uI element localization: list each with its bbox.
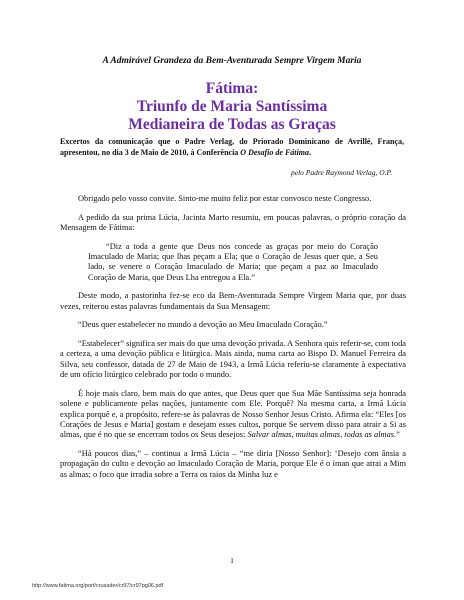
title-line-3: Medianeira de Todas as Graças: [128, 116, 336, 133]
running-header: A Admirável Grandeza da Bem-Aventurada Sempre Virgem Maria: [102, 56, 362, 66]
paragraph-5-text: É hoje mais claro, bem mais do que antes, que Deus quer que Sua Mãe Santíssima seja honrada solene e publicamente pelas nações, juntamente com Ele. Porquê? Na mesma carta, a Irmã Lúcia explica porquê e, a propósito, refere-se às palavras de Nosso Senhor Jesus Cristo. Afirma ela: “Eles [os Corações de Jesus e Maria] gostam e desejam esses cultos, porque Se servem disso para atrair a Si as almas, que é no que se encerram todos os Seus desejos:: [60, 388, 406, 440]
title-line-2: Triunfo de Maria Santíssima: [136, 98, 328, 115]
excerpt-conference-name: O Desafio de Fátima: [240, 147, 309, 157]
excerpt-intro: [60, 137, 404, 158]
paragraph-5-italic: Salvar almas, muitas almas, todas as almas: [247, 430, 395, 440]
page-number: 1: [230, 556, 234, 565]
title-line-1: Fátima:: [205, 80, 259, 97]
paragraph-4: “Estabelecer” significa ser mais do que uma devoção privada. A Senhora quis referir-se, com toda a certeza, a uma devoção pública e litúrgica. Mais ainda, numa carta ao Bispo D. Manuel Ferreira da Silva, seu confessor, datada de 27 de Maio de 1943, a Irmã Lúcia referiu-se claramente à expectativa de um ofício litúrgico celebrado por todo o mundo.: [60, 339, 406, 380]
paragraph-6: “Há poucos dias,” – continua a Irmã Lúcia – “me diria [Nosso Senhor]: ‘Desejo com ânsia a propagação do culto e devoção ao Imaculado Coração de Maria, porque Ele é o íman que atrai a Mim as almas; o foco que irradia sobre a Terra os raios da Minha luz e: [60, 449, 406, 479]
quote-our-lady: “Deus quer estabelecer no mundo a devoção ao Meu Imaculado Coração.”: [78, 320, 328, 330]
quote-jacinta: “Diz a toda a gente que Deus nos concede as graças por meio do Coração Imaculado de Maria; que lhas peçam a Ela; que o Coração de Jesus quer que, a Seu lado, se venere o Coração Imaculado de Maria; que peçam a paz ao Imaculado Coração de Maria, que Deus Lha entregou a Ela.”: [88, 241, 378, 282]
author-byline: pelo Padre Raymond Verlag, O.P.: [290, 168, 392, 177]
excerpt-end: .: [308, 147, 311, 157]
body-text: [60, 194, 406, 488]
paragraph-3: Deste modo, a pastorinha fez-se eco da Bem-Aventurada Sempre Virgem Maria que, por duas vezes, reiterou estas palavras fundamentais da Sua Mensagem:: [60, 291, 406, 311]
excerpt-text: Excertos da comunicação que o Padre Verlag, do Priorado Dominicano de Avrillé, França, apresentou, no dia 3 de Maio de 2010, à Conferência: [60, 137, 404, 157]
footer-url: http://www.fatima.org/port/crusader/cr97/cr97pg06.pdf: [32, 583, 164, 589]
paragraph-2: A pedido da sua prima Lúcia, Jacinta Marto resumiu, em poucas palavras, o próprio coração da Mensagem de Fátima:: [60, 212, 406, 232]
paragraph-5: [60, 389, 406, 441]
paragraph-1: Obrigado pelo vosso convite. Sinto-me muito feliz por estar convosco neste Congresso.: [78, 194, 372, 203]
paragraph-5-end: .”: [394, 430, 400, 440]
document-title: [0, 80, 464, 134]
